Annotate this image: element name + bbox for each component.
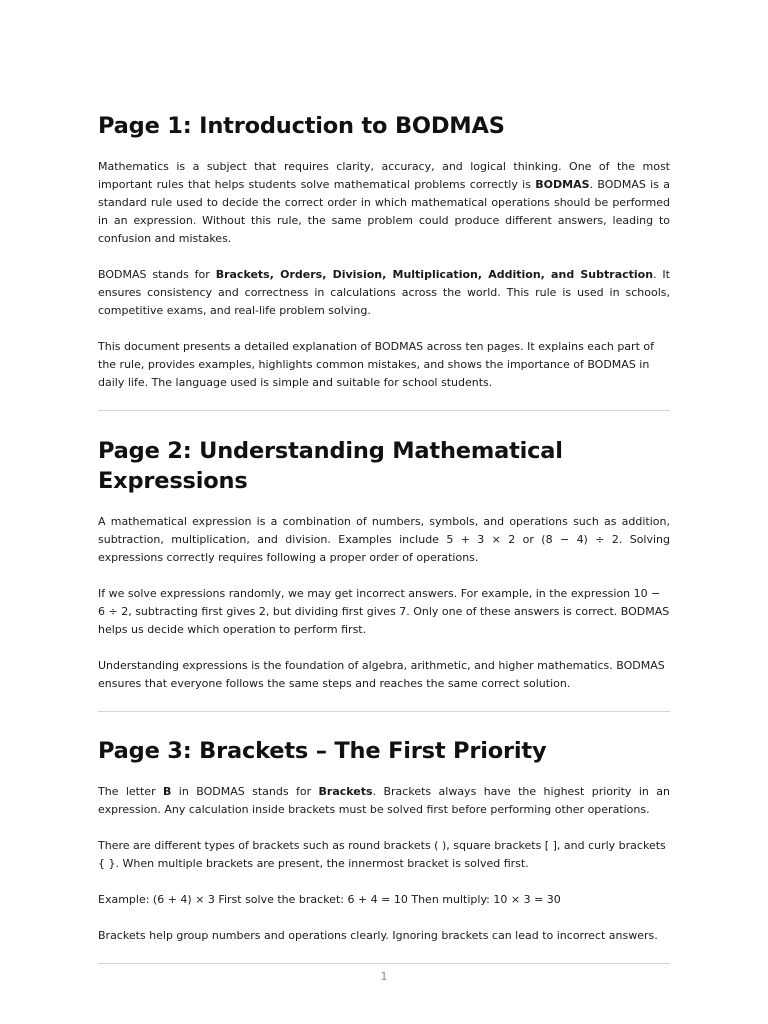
text-run: . It ensures consistency and correctness in calculations across the world. This rule is used in schools, competitive exams, and real-life problem solving. bbox=[98, 268, 670, 317]
paragraph: Understanding expressions is the foundation of algebra, arithmetic, and higher mathematics. BODMAS ensures that everyone follows the same steps and reaches the same correct solution. bbox=[98, 659, 665, 690]
bold-term: Brackets, Orders, Division, Multiplication, Addition, and Subtraction bbox=[215, 268, 654, 281]
section-divider bbox=[98, 410, 670, 411]
paragraph: This document presents a detailed explanation of BODMAS across ten pages. It explains each part of the rule, provides examples, highlights common mistakes, and shows the importance of BODMAS in daily life. The language used is simple and suitable for school students. bbox=[98, 340, 654, 389]
paragraph: Brackets help group numbers and operations clearly. Ignoring brackets can lead to incorrect answers. bbox=[98, 929, 658, 942]
page-number: 1 bbox=[380, 970, 388, 983]
section-heading: Page 2: Understanding Mathematical Expressions bbox=[98, 438, 563, 494]
text-run: . Brackets always have the highest priority in an expression. Any calculation inside brackets must be solved first before performing other operations. bbox=[98, 785, 670, 816]
page-content bbox=[98, 111, 670, 964]
paragraph: There are different types of brackets such as round brackets ( ), square brackets [ ], and curly brackets { }. When multiple brackets are present, the innermost bracket is solved first. bbox=[98, 839, 666, 870]
section-divider bbox=[98, 963, 670, 964]
paragraph bbox=[98, 783, 670, 819]
text-run: The letter bbox=[98, 785, 164, 798]
section-heading: Page 1: Introduction to BODMAS bbox=[98, 113, 505, 139]
paragraph bbox=[98, 266, 670, 320]
bold-term: Brackets bbox=[318, 785, 373, 798]
section-heading: Page 3: Brackets – The First Priority bbox=[98, 738, 547, 764]
paragraph: A mathematical expression is a combination of numbers, symbols, and operations such as addition, subtraction, multiplication, and division. Examples include 5 + 3 × 2 or (8 − 4) ÷ 2. Solving expressions correctly requires following a proper order of operations. bbox=[98, 515, 670, 564]
text-run: Mathematics is a subject that requires clarity, accuracy, and logical thinking. One of the most important rules that helps students solve mathematical problems correctly is bbox=[98, 160, 670, 191]
section-divider bbox=[98, 711, 670, 712]
example-paragraph: Example: (6 + 4) × 3 First solve the bracket: 6 + 4 = 10 Then multiply: 10 × 3 = 30 bbox=[98, 893, 561, 906]
bold-term: B bbox=[163, 785, 172, 798]
section-introduction bbox=[98, 111, 670, 392]
paragraph: If we solve expressions randomly, we may get incorrect answers. For example, in the expression 10 − 6 ÷ 2, subtracting first gives 2, but dividing first gives 7. Only one of these answers is correct. BODMAS helps us decide which operation to perform first. bbox=[98, 587, 670, 636]
paragraph bbox=[98, 158, 670, 248]
text-run: . BODMAS is a standard rule used to decide the correct order in which mathematical operations should be performed in an expression. Without this rule, the same problem could produce different answers, leading to confusion and mistakes. bbox=[98, 178, 671, 245]
section-brackets bbox=[98, 736, 670, 945]
bold-term: BODMAS bbox=[535, 178, 590, 191]
text-run: BODMAS stands for bbox=[98, 268, 216, 281]
section-expressions bbox=[98, 436, 670, 693]
text-run: in BODMAS stands for bbox=[171, 785, 319, 798]
